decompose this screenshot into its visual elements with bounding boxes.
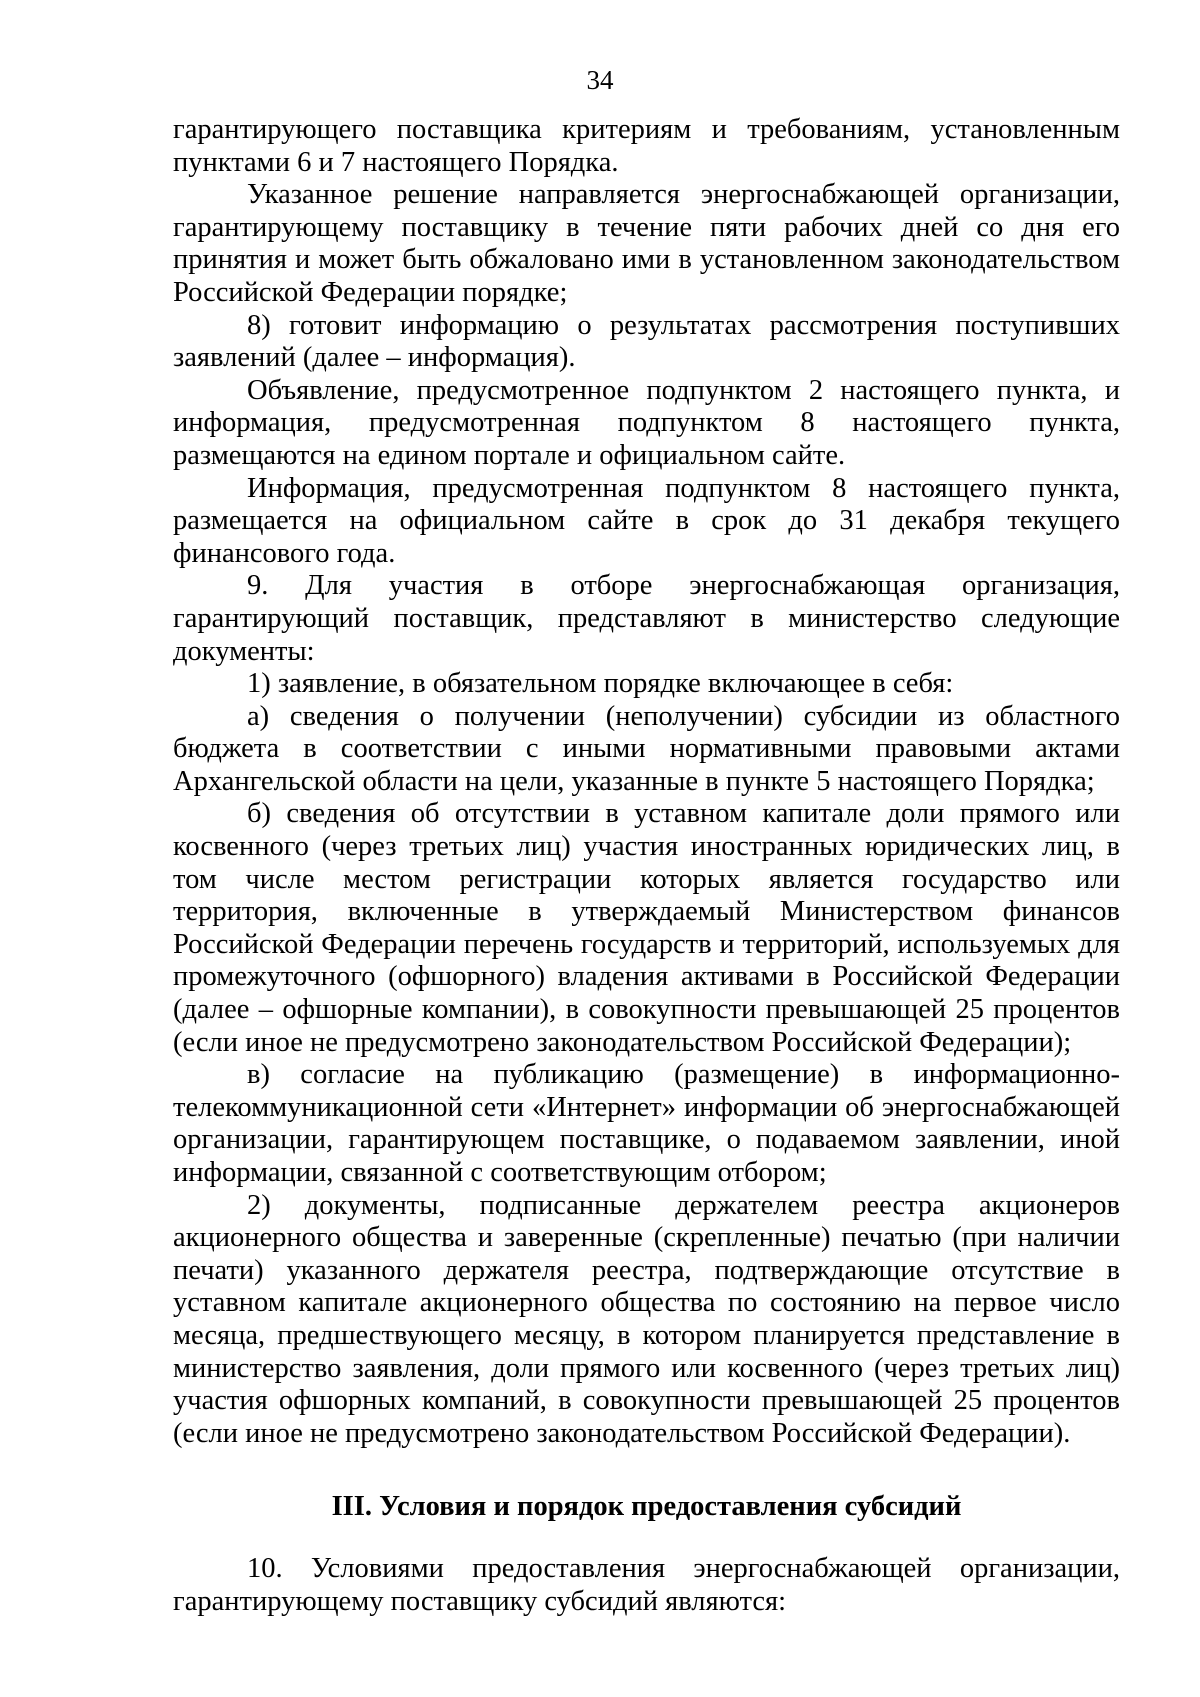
paragraph: в) согласие на публикацию (размещение) в информационно-телекоммуникационной сети «Интернет» информации об энергоснабжающей организации, гарантирующем поставщике, о подаваемом заявлении, иной информации, связанной с соответствующим отбором; (173, 1059, 1120, 1188)
paragraph: а) сведения о получении (неполучении) субсидии из областного бюджета в соответствии с иными нормативными правовыми актами Архангельской области на цели, указанные в пункте 5 настоящего Порядка; (173, 700, 1120, 797)
paragraph: Объявление, предусмотренное подпунктом 2 настоящего пункта, и информация, предусмотренная подпунктом 8 настоящего пункта, размещаются на едином портале и официальном сайте. (173, 374, 1120, 471)
paragraph: 2) документы, подписанные держателем реестра акционеров акционерного общества и заверенные (скрепленные) печатью (при наличии печати) указанного держателя реестра, подтверждающие отсутствие в уставном капитале акционерного общества по состоянию на первое число месяца, предшествующего месяцу, в котором планируется представление в министерство заявления, доли прямого или косвенного (через третьих лиц) участия офшорных компаний, в совокупности превышающей 25 процентов (если иное не предусмотрено законодательством Российской Федерации). (173, 1189, 1120, 1449)
paragraph: 1) заявление, в обязательном порядке включающее в себя: (247, 668, 954, 700)
page-number: 34 (586, 65, 614, 95)
paragraph: гарантирующего поставщика критериям и требованиям, установленным пунктами 6 и 7 настоящего Порядка. (173, 114, 1120, 178)
paragraph: Информация, предусмотренная подпунктом 8 настоящего пункта, размещается на официальном сайте в срок до 31 декабря текущего финансового года. (173, 472, 1120, 569)
section-heading: III. Условия и порядок предоставления субсидий (331, 1491, 962, 1523)
paragraph: 8) готовит информацию о результатах рассмотрения поступивших заявлений (далее – информация). (173, 309, 1120, 374)
paragraph: 10. Условиями предоставления энергоснабжающей организации, гарантирующему поставщику субсидий являются: (173, 1553, 1120, 1617)
paragraph: б) сведения об отсутствии в уставном капитале доли прямого или косвенного (через третьих лиц) участия иностранных юридических лиц, в том числе местом регистрации которых является государство или территория, включенные в утверждаемый Министерством финансов Российской Федерации перечень государств и территорий, используемых для промежуточного (офшорного) владения активами в Российской Федерации (далее – офшорные компании), в совокупности превышающей 25 процентов (если иное не предусмотрено законодательством Российской Федерации); (173, 798, 1120, 1058)
paragraph: 9. Для участия в отборе энергоснабжающая организация, гарантирующий поставщик, представляют в министерство следующие документы: (173, 570, 1120, 667)
paragraph: Указанное решение направляется энергоснабжающей организации, гарантирующему поставщику в течение пяти рабочих дней со дня его принятия и может быть обжаловано ими в установленном законодательством Российской Федерации порядке; (173, 179, 1120, 308)
document-body (173, 114, 1120, 1619)
